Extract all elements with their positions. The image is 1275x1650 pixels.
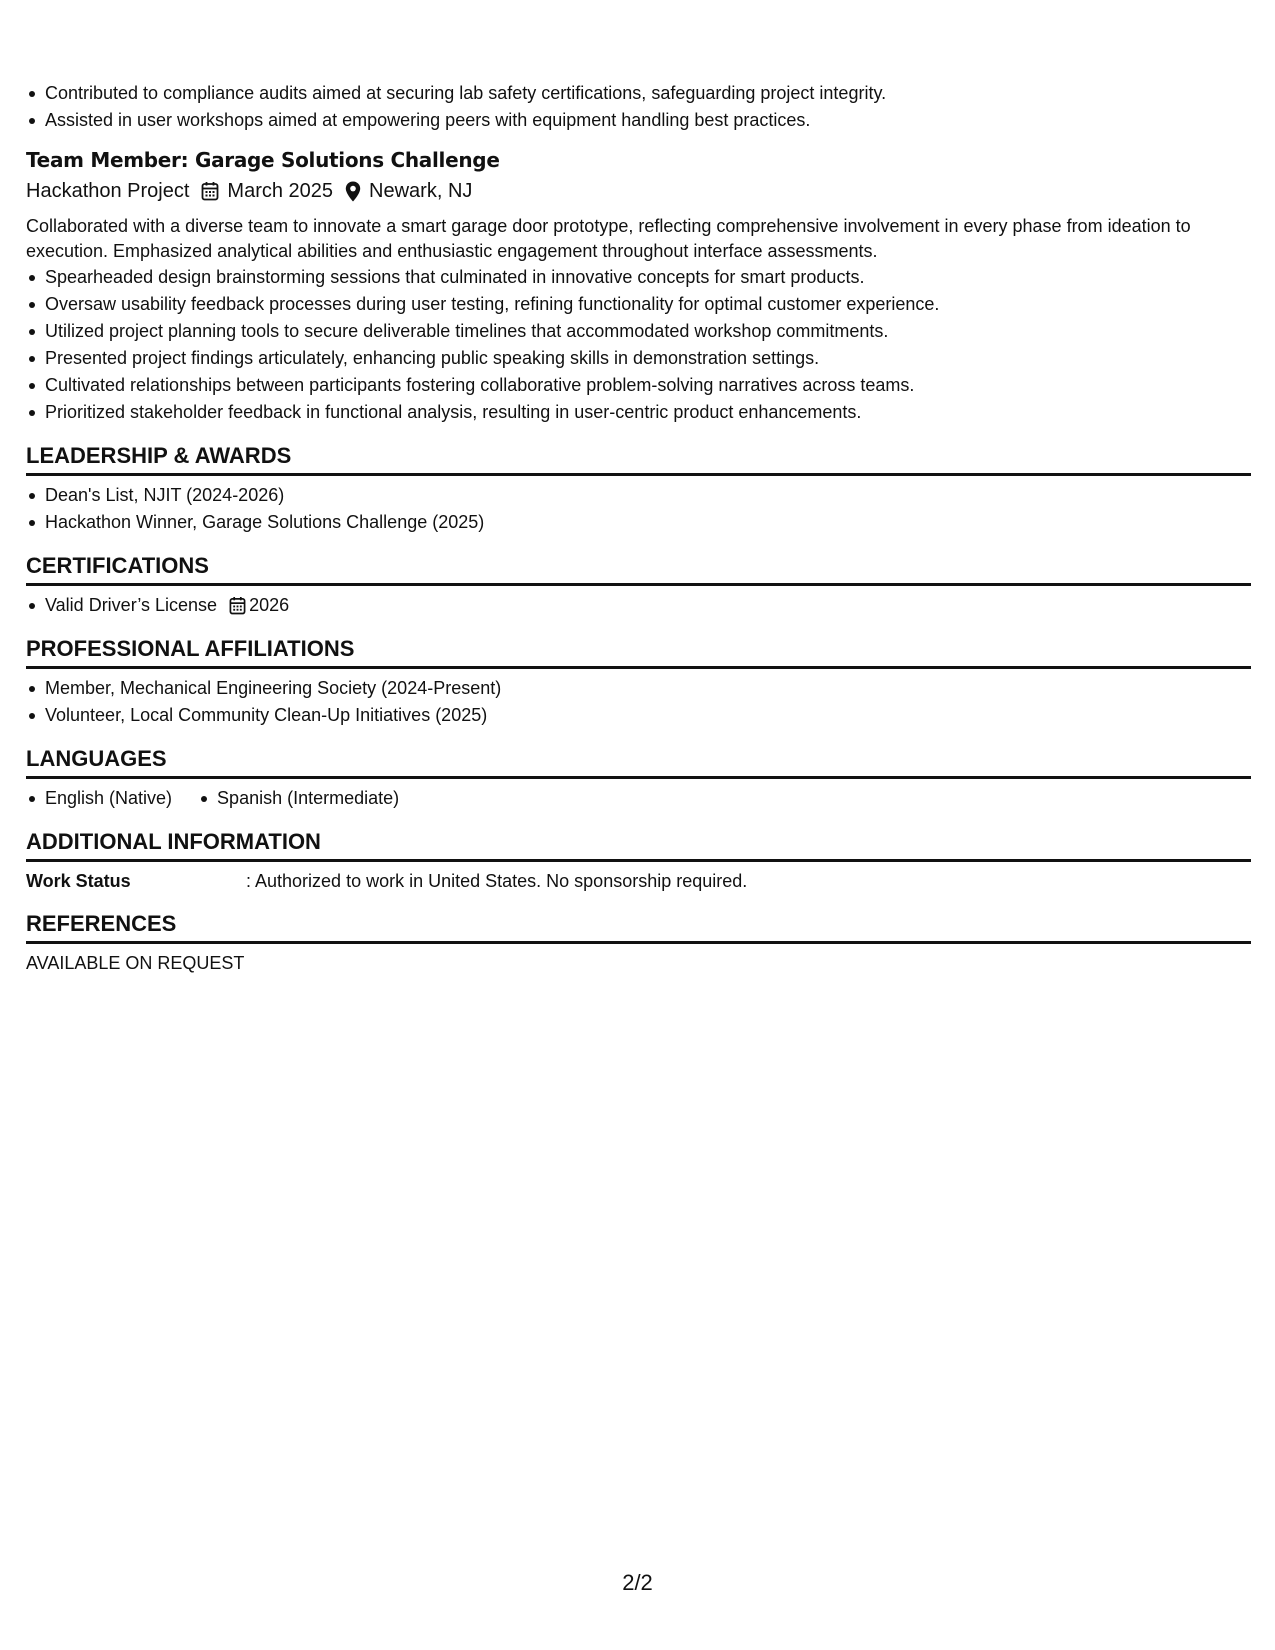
list-item: Cultivated relationships between participants fostering collaborative problem-solving narratives across teams. — [26, 372, 1251, 399]
section-heading: LEADERSHIP & AWARDS — [26, 442, 1251, 476]
work-status-value: : Authorized to work in United States. No sponsorship required. — [246, 871, 748, 891]
languages-section — [26, 745, 1251, 812]
project-type: Hackathon Project — [26, 180, 190, 202]
references-section — [26, 910, 1251, 976]
project-title: Team Member: Garage Solutions Challenge — [26, 148, 500, 172]
references-text: AVAILABLE ON REQUEST — [26, 953, 245, 973]
affiliations-section — [26, 635, 1251, 729]
section-heading: PROFESSIONAL AFFILIATIONS — [26, 635, 1251, 669]
list-item: Hackathon Winner, Garage Solutions Challenge (2025) — [26, 509, 1251, 536]
project-description: Collaborated with a diverse team to innovate a smart garage door prototype, reflecting comprehensive involvement in every phase from ideation to execution. Emphasized analytical abilities and enthusiastic engagement throughout interface assessments. — [26, 216, 1191, 261]
list-item: Prioritized stakeholder feedback in functional analysis, resulting in user-centric product enhancements. — [26, 399, 1251, 426]
list-item: Contributed to compliance audits aimed at securing lab safety certifications, safeguarding project integrity. — [26, 80, 1251, 107]
list-item: Assisted in user workshops aimed at empowering peers with equipment handling best practices. — [26, 107, 1251, 134]
page-number: 2/2 — [622, 1570, 653, 1595]
leadership-list — [26, 482, 1251, 536]
list-item: Utilized project planning tools to secure deliverable timelines that accommodated workshop commitments. — [26, 318, 1251, 345]
list-item: Spanish (Intermediate) — [198, 785, 399, 812]
resume-page-2 — [26, 80, 1251, 976]
section-heading: CERTIFICATIONS — [26, 552, 1251, 586]
project-entry — [26, 146, 1251, 426]
certification-year: 2026 — [249, 595, 290, 615]
list-item: Member, Mechanical Engineering Society (2024-Present) — [26, 675, 1251, 702]
experience-continued-list — [26, 80, 1251, 134]
list-item: Spearheaded design brainstorming sessions that culminated in innovative concepts for smart products. — [26, 264, 1251, 291]
map-pin-icon — [345, 181, 361, 202]
section-heading: LANGUAGES — [26, 745, 1251, 779]
section-heading: REFERENCES — [26, 910, 1251, 944]
certification-name: Valid Driver’s License — [45, 595, 218, 615]
project-meta — [26, 176, 1251, 206]
project-bullets — [26, 264, 1251, 426]
affiliations-list — [26, 675, 1251, 729]
certifications-section — [26, 552, 1251, 619]
list-item: Volunteer, Local Community Clean-Up Initiatives (2025) — [26, 702, 1251, 729]
work-status-row — [26, 868, 1251, 894]
list-item: Presented project findings articulately, enhancing public speaking skills in demonstration settings. — [26, 345, 1251, 372]
project-location: Newark, NJ — [369, 180, 473, 202]
certifications-list — [26, 592, 1251, 619]
work-status-label: Work Status — [26, 871, 131, 891]
calendar-icon — [201, 181, 219, 201]
additional-info-section — [26, 828, 1251, 894]
list-item: Dean's List, NJIT (2024-2026) — [26, 482, 1251, 509]
languages-list — [26, 785, 1251, 812]
list-item: Oversaw usability feedback processes during user testing, refining functionality for optimal customer experience. — [26, 291, 1251, 318]
project-date: March 2025 — [227, 180, 334, 202]
list-item: English (Native) — [26, 785, 172, 812]
section-heading: ADDITIONAL INFORMATION — [26, 828, 1251, 862]
list-item — [26, 592, 1251, 619]
leadership-section — [26, 442, 1251, 536]
calendar-icon — [229, 596, 246, 615]
